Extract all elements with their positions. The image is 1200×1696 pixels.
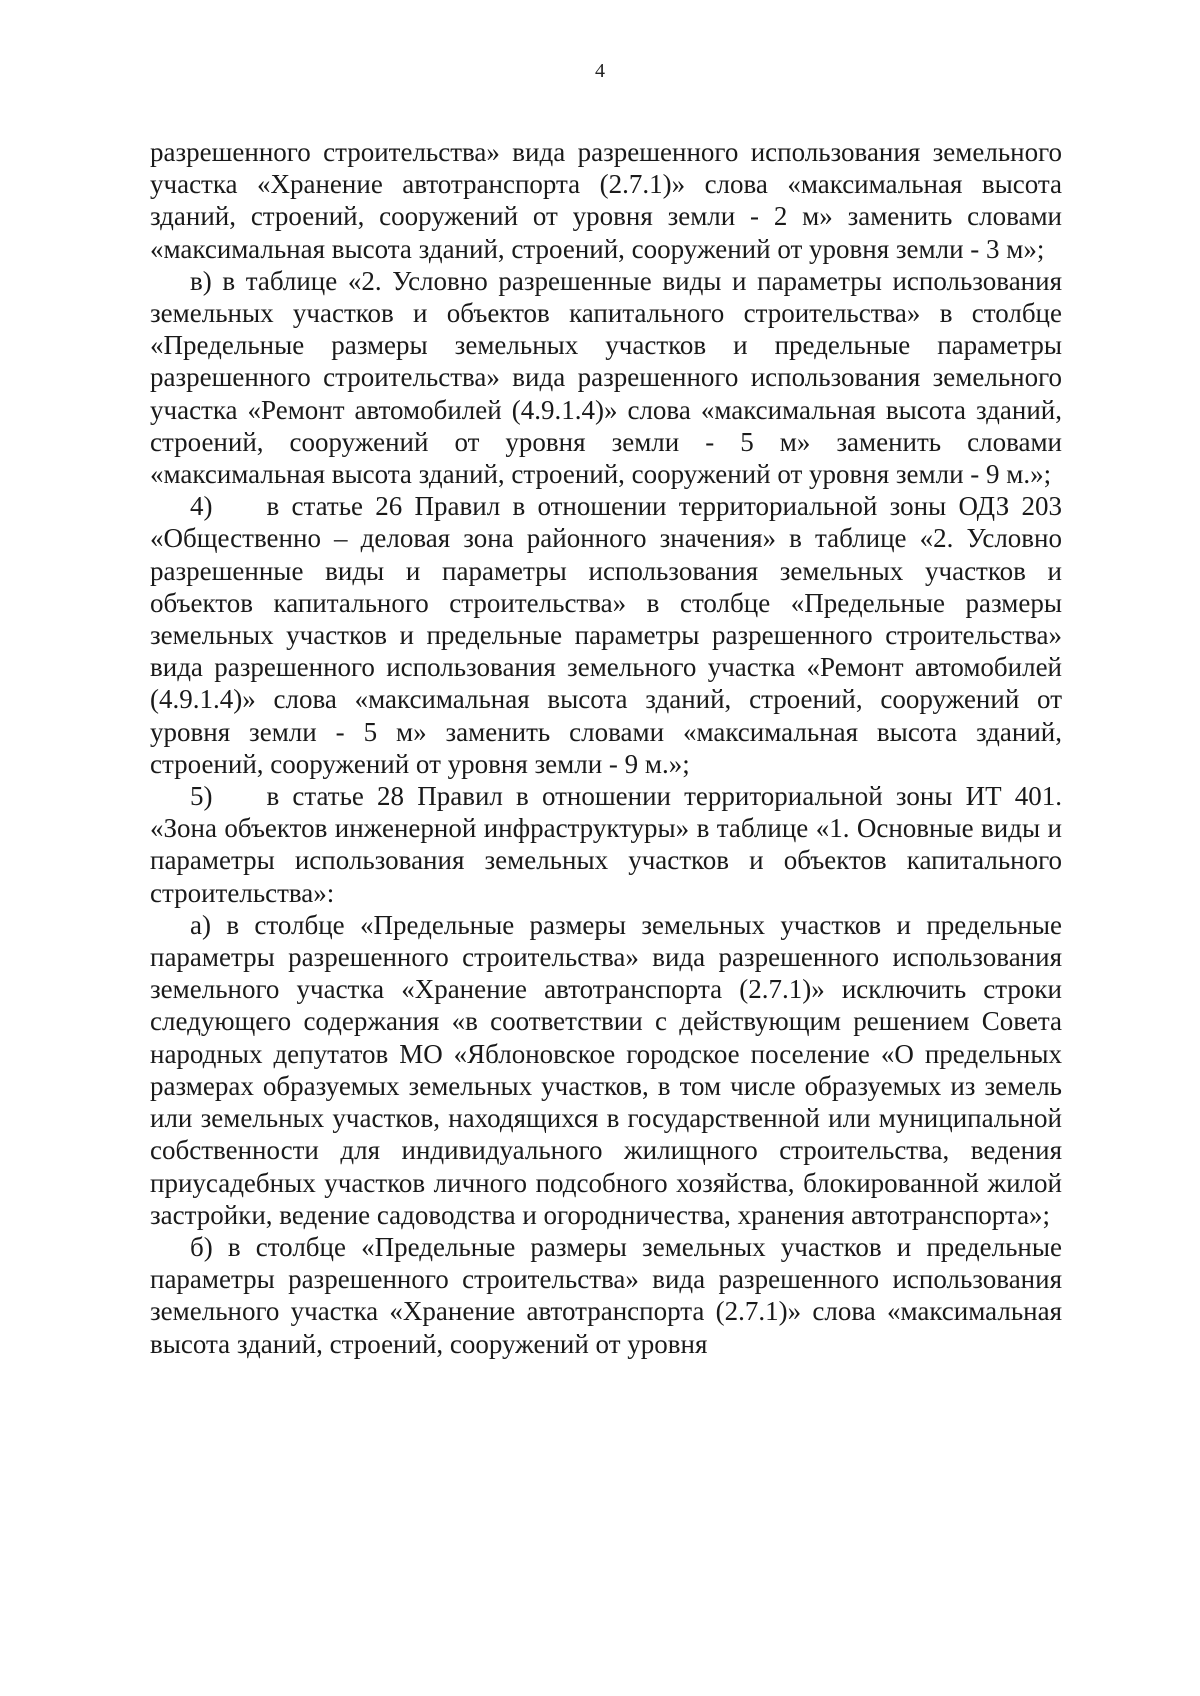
paragraph-item-4: 4) в статье 26 Правил в отношении территориальной зоны ОДЗ 203 «Общественно – деловая зона районного значения» в таблице «2. Условно разрешенные виды и параметры использования земельных участков и объектов капитального строительства» в столбце «Предельные размеры земельных участков и предельные параметры разрешенного строительства» вида разрешенного использования земельного участка «Ремонт автомобилей (4.9.1.4)» слова «максимальная высота зданий, строений, сооружений от уровня земли - 5 м» заменить словами «максимальная высота зданий, строений, сооружений от уровня земли - 9 м.»; (150, 491, 1062, 779)
document-body (150, 136, 1062, 1360)
paragraph-item-a: а) в столбце «Предельные размеры земельных участков и предельные параметры разрешенного строительства» вида разрешенного использования земельного участка «Хранение автотранспорта (2.7.1)» исключить строки следующего содержания «в соответствии с действующим решением Совета народных депутатов МО «Яблоновское городское поселение «О предельных размерах образуемых земельных участков, в том числе образуемых из земель или земельных участков, находящихся в государственной или муниципальной собственности для индивидуального жилищного строительства, ведения приусадебных участков личного подсобного хозяйства, блокированной жилой застройки, ведение садоводства и огородничества, хранения автотранспорта»; (150, 909, 1062, 1230)
paragraph-item-v: в) в таблице «2. Условно разрешенные виды и параметры использования земельных участков и объектов капитального строительства» в столбце «Предельные размеры земельных участков и предельные параметры разрешенного строительства» вида разрешенного использования земельного участка «Ремонт автомобилей (4.9.1.4)» слова «максимальная высота зданий, строений, сооружений от уровня земли - 5 м» заменить словами «максимальная высота зданий, строений, сооружений от уровня земли - 9 м.»; (150, 265, 1062, 490)
paragraph-continuation: разрешенного строительства» вида разрешенного использования земельного участка «Хранение автотранспорта (2.7.1)» слова «максимальная высота зданий, строений, сооружений от уровня земли - 2 м» заменить словами «максимальная высота зданий, строений, сооружений от уровня земли - 3 м»; (150, 137, 1062, 264)
paragraph-item-b: б) в столбце «Предельные размеры земельных участков и предельные параметры разрешенного строительства» вида разрешенного использования земельного участка «Хранение автотранспорта (2.7.1)» слова «максимальная высота зданий, строений, сооружений от уровня (150, 1231, 1062, 1359)
paragraph-item-5: 5) в статье 28 Правил в отношении территориальной зоны ИТ 401. «Зона объектов инженерной инфраструктуры» в таблице «1. Основные виды и параметры использования земельных участков и объектов капитального строительства»: (150, 781, 1062, 908)
page-number: 4 (595, 60, 605, 82)
